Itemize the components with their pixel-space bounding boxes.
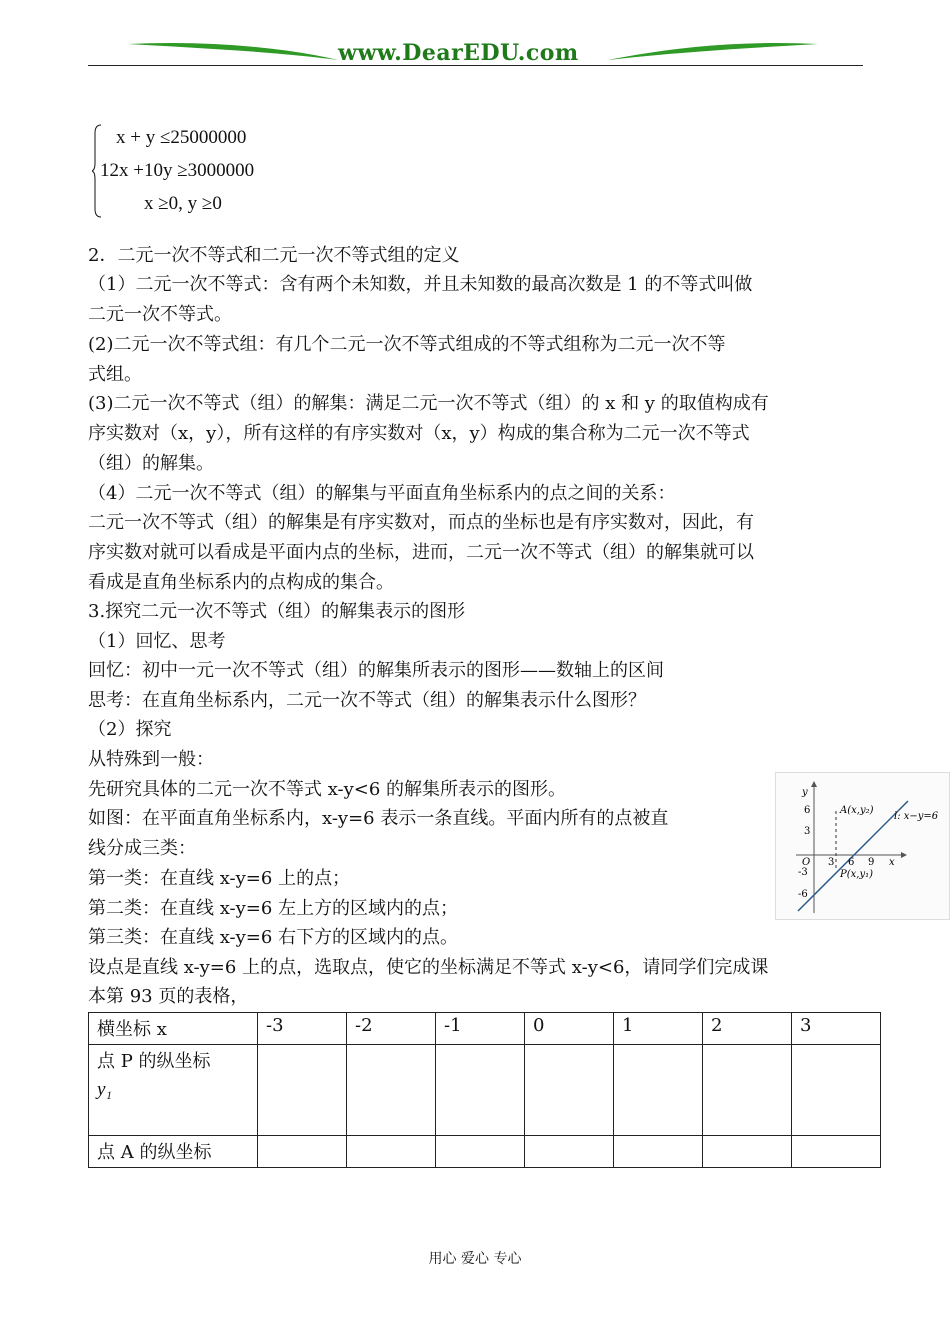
text-line: 序实数对（x，y），所有这样的有序实数对（x，y）构成的集合称为二元一次不等式 xyxy=(88,423,750,444)
system-row-1: x + y ≤25000000 xyxy=(116,127,247,148)
table-cell: 1 xyxy=(614,1013,703,1045)
text-line: 先研究具体的二元一次不等式 x-y<6 的解集所表示的图形。 xyxy=(88,779,567,800)
x-tick-label: 3 xyxy=(828,857,835,868)
table-cell xyxy=(258,1136,347,1168)
header-rule xyxy=(88,65,863,66)
text-line: (2)二元一次不等式组：有几个二元一次不等式组成的不等式组称为二元一次不等 xyxy=(88,334,726,355)
table-cell xyxy=(525,1045,614,1136)
text-line: 设点是直线 x-y=6 上的点，选取点，使它的坐标满足不等式 x-y<6，请同学们完成课 xyxy=(88,957,769,978)
system-row-2: 12x +10y ≥3000000 xyxy=(100,160,255,181)
text-line: 从特殊到一般： xyxy=(88,749,214,770)
origin-label: O xyxy=(802,857,811,868)
coordinate-figure xyxy=(775,772,950,920)
table-cell xyxy=(89,1045,258,1136)
y-tick-label: 3 xyxy=(804,826,811,837)
text-line: 线分成三类： xyxy=(88,838,196,859)
y-tick-label: -3 xyxy=(798,867,808,878)
text-line: 本第 93 页的表格， xyxy=(88,986,249,1007)
table-cell xyxy=(614,1045,703,1136)
text-line: 第二类：在直线 x-y=6 左上方的区域内的点； xyxy=(88,898,459,919)
table-cell xyxy=(436,1136,525,1168)
table-cell xyxy=(347,1136,436,1168)
text-line: 二元一次不等式（组）的解集是有序实数对，而点的坐标也是有序实数对，因此，有 xyxy=(88,512,754,533)
table-cell: -3 xyxy=(258,1013,347,1045)
table-cell: 2 xyxy=(703,1013,792,1045)
row-p-label: 点 P 的纵坐标 xyxy=(97,1051,211,1072)
table-cell xyxy=(347,1045,436,1136)
table-cell: 点 A 的纵坐标 xyxy=(89,1136,258,1168)
table-cell xyxy=(525,1136,614,1168)
text-line: 第一类：在直线 x-y=6 上的点； xyxy=(88,868,351,889)
x-tick-label: 9 xyxy=(868,857,875,868)
table-cell: -2 xyxy=(347,1013,436,1045)
text-line: 回忆：初中一元一次不等式（组）的解集所表示的图形——数轴上的区间 xyxy=(88,660,664,681)
point-p-label: P(x,y₁) xyxy=(840,869,874,880)
y-tick-label: -6 xyxy=(798,889,808,900)
line-label: l: x−y=6 xyxy=(894,811,939,822)
table-cell xyxy=(792,1045,881,1136)
x-axis-label: x xyxy=(889,857,895,868)
table-cell: 0 xyxy=(525,1013,614,1045)
x-axis-arrow-icon xyxy=(901,852,907,858)
text-line: 思考：在直角坐标系内，二元一次不等式（组）的解集表示什么图形？ xyxy=(88,690,646,711)
table-cell xyxy=(703,1045,792,1136)
table-cell: 横坐标 x xyxy=(89,1013,258,1045)
text-line: （1）回忆、思考 xyxy=(88,631,226,652)
text-line: （4）二元一次不等式（组）的解集与平面直角坐标系内的点之间的关系： xyxy=(88,483,676,504)
text-line: 序实数对就可以看成是平面内点的坐标，进而，二元一次不等式（组）的解集就可以 xyxy=(88,542,754,563)
page-footer: 用心 爱心 专心 xyxy=(428,1251,522,1267)
header-brand: www.DearEDU.com xyxy=(338,40,579,66)
text-line: （1）二元一次不等式：含有两个未知数，并且未知数的最高次数是 1 的不等式叫做 xyxy=(88,274,753,295)
text-line: （2）探究 xyxy=(88,719,172,740)
x-tick-label: 6 xyxy=(848,857,855,868)
table-cell xyxy=(436,1045,525,1136)
text-line: 如图：在平面直角坐标系内，x-y=6 表示一条直线。平面内所有的点被直 xyxy=(88,808,669,829)
text-line: 第三类：在直线 x-y=6 右下方的区域内的点。 xyxy=(88,927,459,948)
table-cell xyxy=(703,1136,792,1168)
system-row-3: x ≥0, y ≥0 xyxy=(144,193,222,214)
table-row xyxy=(89,1045,881,1136)
table-row xyxy=(89,1013,881,1045)
table-cell: 3 xyxy=(792,1013,881,1045)
text-line: 看成是直角坐标系内的点构成的集合。 xyxy=(88,572,394,593)
row-p-sub: y₁ xyxy=(97,1079,113,1100)
table-cell: -1 xyxy=(436,1013,525,1045)
table-row xyxy=(89,1136,881,1168)
inequality-system xyxy=(92,123,332,223)
table-cell xyxy=(258,1045,347,1136)
table-cell xyxy=(792,1136,881,1168)
y-tick-label: 6 xyxy=(804,805,811,816)
coordinate-table xyxy=(88,1012,881,1168)
text-line: （组）的解集。 xyxy=(88,453,214,474)
table-cell xyxy=(614,1136,703,1168)
text-line: 式组。 xyxy=(88,364,142,385)
y-axis-arrow-icon xyxy=(811,781,817,787)
text-line: 2．二元一次不等式和二元一次不等式组的定义 xyxy=(88,245,460,266)
text-line: 3.探究二元一次不等式（组）的解集表示的图形 xyxy=(88,601,466,622)
point-a-label: A(x,y₂) xyxy=(840,805,874,816)
y-axis-label: y xyxy=(802,787,808,798)
text-line: 二元一次不等式。 xyxy=(88,304,232,325)
text-line: (3)二元一次不等式（组）的解集：满足二元一次不等式（组）的 x 和 y 的取值构成有 xyxy=(88,393,769,414)
